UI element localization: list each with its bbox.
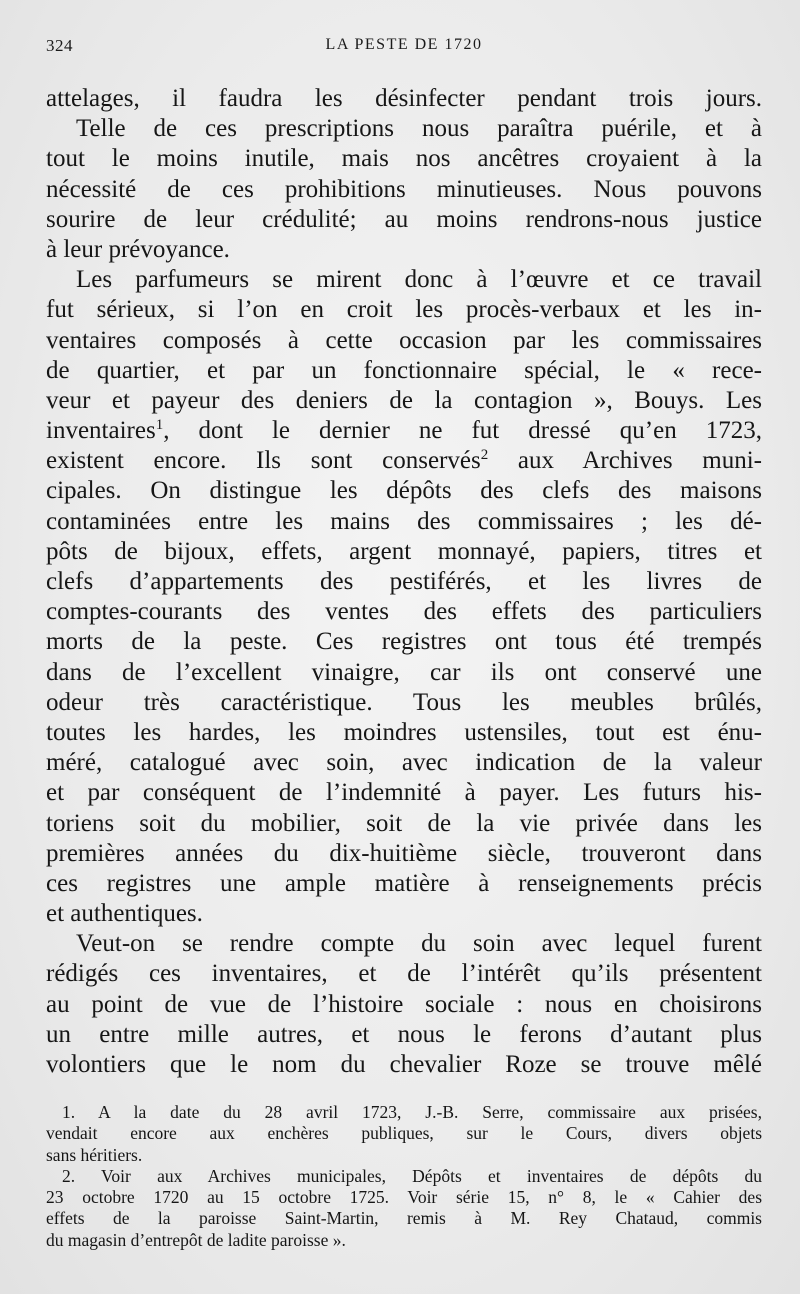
footnote-2-line: du magasin d’entrepôt de ladite paroisse ». [46,1229,346,1250]
text-line: un entre mille autres, et nous le ferons d’autant plus [46,1020,762,1048]
text-line: odeur très caractéristique. Tous les meubles brûlés, [46,688,762,716]
text-fragment: aux Archives muni- [488,447,762,475]
text-line: contaminées entre les mains des commissaires ; les dé- [46,507,762,535]
text-line: toriens soit du mobilier, soit de la vie privée dans les [46,809,762,837]
text-line: toutes les hardes, les moindres ustensiles, tout est énu- [46,718,762,746]
paragraph-end-line: et authentiques. [46,900,203,928]
text-line: premières années du dix-huitième siècle, trouveront dans [46,839,762,867]
text-fragment: inventaires [46,417,156,445]
text-line: sourire de leur crédulité; au moins rendrons-nous justice [46,205,762,233]
paragraph-start-line: Veut-on se rendre compte du soin avec lequel furent [76,930,762,958]
text-line: dans de l’excellent vinaigre, car ils ont conservé une [46,658,762,686]
text-line: rédigés ces inventaires, et de l’intérêt qu’ils présentent [46,960,762,988]
footnote-2-line: 2. Voir aux Archives municipales, Dépôts et inventaires de dépôts du [62,1165,762,1186]
text-line: ces registres une ample matière à renseignements précis [46,869,762,897]
text-line: comptes-courants des ventes des effets des particuliers [46,598,762,626]
paragraph-start-line: Telle de ces prescriptions nous paraîtra puérile, et à [76,115,762,143]
page-number: 324 [46,36,73,55]
text-line: méré, catalogué avec soin, avec indication de la valeur [46,749,762,777]
text-line: morts de la peste. Ces registres ont tous été trempés [46,628,762,656]
text-line: au point de vue de l’histoire sociale : nous en choisirons [46,990,762,1018]
text-line: volontiers que le nom du chevalier Roze se trouve mêlé [46,1051,762,1078]
text-line: fut sérieux, si l’on en croit les procès-verbaux et les in- [46,296,762,324]
text-line: de quartier, et par un fonctionnaire spécial, le « rece- [46,356,762,384]
paragraph-start-line: Les parfumeurs se mirent donc à l’œuvre et ce travail [76,266,762,294]
footnote-1-line: 1. A la date du 28 avril 1723, J.-B. Serre, commissaire aux prisées, [62,1102,762,1122]
footnote-ref-2: 2 [480,447,489,464]
running-head [46,36,762,58]
footnote-2-line: 23 octobre 1720 au 15 octobre 1725. Voir série 15, n° 8, le « Cahier des [46,1187,762,1208]
text-line: ventaires composés à cette occasion par les commissaires [46,326,762,354]
text-line: clefs d’appartements des pestiférés, et les livres de [46,568,762,595]
text-line: attelages, il faudra les désinfecter pendant trois jours. [46,85,762,112]
text-line: pôts de bijoux, effets, argent monnayé, papiers, titres et [46,537,762,565]
text-line-with-footnote-2 [46,446,762,476]
text-line: cipales. On distingue les dépôts des clefs des maisons [46,477,762,505]
paragraph-end-line: à leur prévoyance. [46,235,230,263]
footnote-2-line: effets de la paroisse Saint-Martin, remis à M. Rey Chataud, commis [46,1208,762,1229]
text-line: veur et payeur des deniers de la contagion », Bouys. Les [46,386,762,414]
body-text [46,84,762,1080]
footnote-1-line: vendait encore aux enchères publiques, sur le Cours, divers objets [46,1123,762,1144]
footnote-1-line: sans héritiers. [46,1144,143,1165]
text-line-with-footnote-1 [46,416,762,446]
footnote-ref-1: 1 [155,417,164,434]
text-line: et par conséquent de l’indemnité à payer. Les futurs his- [46,779,762,807]
text-line: tout le moins inutile, mais nos ancêtres croyaient à la [46,145,762,173]
running-title: LA PESTE DE 1720 [325,36,483,53]
footnotes [46,1102,762,1251]
text-fragment: existent encore. Ils sont conservés [46,447,481,475]
text-line: nécessité de ces prohibitions minutieuses. Nous pouvons [46,175,762,203]
text-fragment: , dont le dernier ne fut dressé qu’en 1723, [163,417,762,445]
